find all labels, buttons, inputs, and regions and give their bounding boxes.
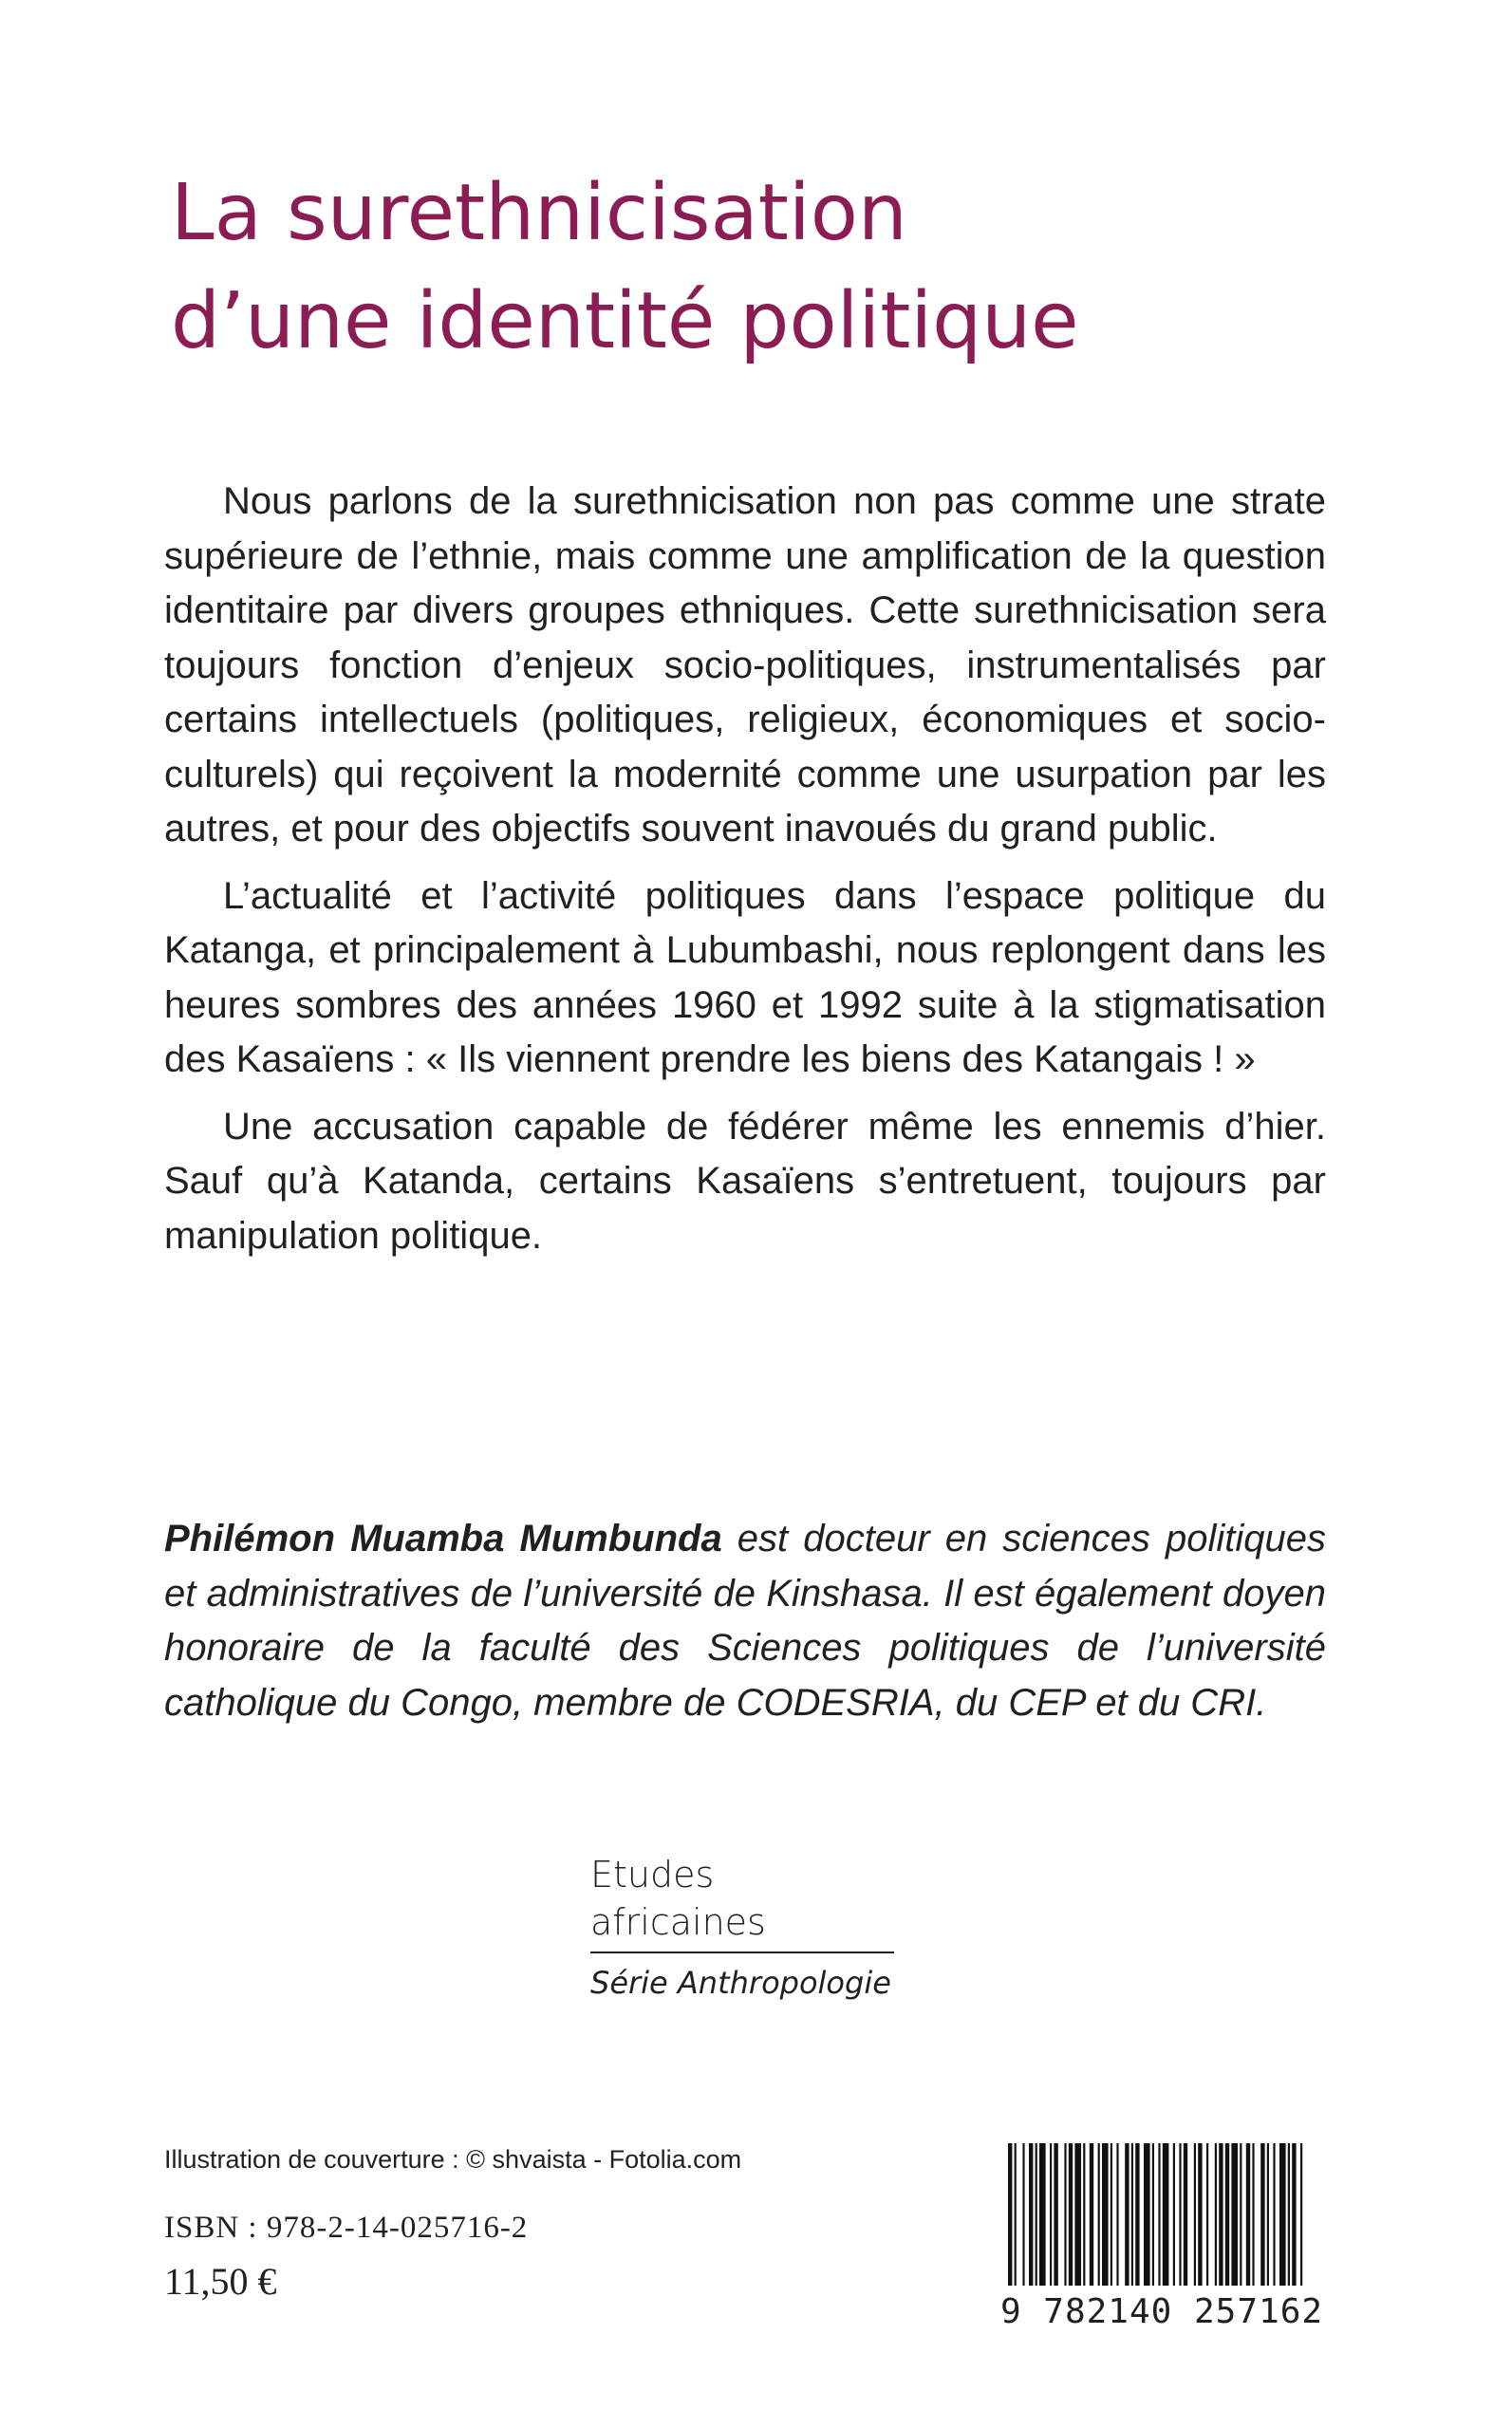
barcode-bar (1158, 2143, 1160, 2286)
barcode-bar (1288, 2143, 1290, 2286)
barcode-bar (1064, 2143, 1066, 2286)
barcode-bar (1111, 2143, 1112, 2286)
price: 11,50 € (164, 2260, 277, 2303)
barcode-bar (1179, 2143, 1181, 2286)
author-bio-text: est docteur en sciences politiques et administratives de l’université de Kinshasa. Il est également doyen honoraire de la faculté des Sciences politiques de l’université catholique du Congo, membre de CODESRIA, du CEP et du CRI. (164, 1518, 1326, 1724)
barcode-bar (1231, 2143, 1238, 2286)
series-subtitle: Série Anthropologie (590, 1965, 891, 2001)
barcode-digits: 9 782140 257162 (999, 2292, 1324, 2331)
barcode-bar (1074, 2143, 1081, 2286)
barcode-bar (1008, 2143, 1012, 2286)
barcode-bar (1015, 2143, 1017, 2286)
barcode-bar (1083, 2143, 1085, 2286)
barcode-bar (1260, 2143, 1264, 2286)
barcode-bar (1267, 2143, 1269, 2286)
barcode-bar (1163, 2143, 1169, 2286)
barcode-bar (1279, 2143, 1286, 2286)
barcode-bar (1240, 2143, 1241, 2286)
barcode-bar (1300, 2143, 1302, 2286)
author-bio (164, 1512, 1326, 1730)
barcode-bar (1184, 2143, 1187, 2286)
cover-illustration-credit: Illustration de couverture : © shvaista - Fotolia.com (164, 2145, 742, 2174)
summary-paragraph-3: Une accusation capable de fédérer même les ennemis d’hier. Sauf qu’à Katanda, certains Kasaïens s’entretuent, toujours par manipulation politique. (164, 1105, 1326, 1257)
barcode-bar (1135, 2143, 1139, 2286)
barcode-bar (1292, 2143, 1296, 2286)
isbn: ISBN : 978-2-14-025716-2 (164, 2211, 529, 2245)
barcode-bar (1144, 2143, 1150, 2286)
summary-paragraph-2: L’actualité et l’activité politiques dans l’espace politique du Katanga, et principalement à Lubumbashi, nous replongent dans les heures sombres des années 1960 et 1992 suite à la stigmatisation des Kasaïens : « Ils viennent prendre les biens des Katangais ! » (164, 874, 1326, 1080)
barcode-bar (1102, 2143, 1109, 2286)
barcode-bar (1125, 2143, 1129, 2286)
barcode-bar (1173, 2143, 1175, 2286)
barcode-bar (1219, 2143, 1223, 2286)
barcode (999, 2143, 1325, 2337)
barcode-bar (1022, 2143, 1024, 2286)
author-name: Philémon Muamba Mumbunda (164, 1518, 722, 1559)
barcode-bar (1090, 2143, 1093, 2286)
barcode-bar (1069, 2143, 1073, 2286)
barcode-bar (1198, 2143, 1202, 2286)
back-cover-summary (164, 475, 1326, 1276)
barcode-bar (1215, 2143, 1217, 2286)
barcode-bar (1225, 2143, 1229, 2286)
barcode-bar (1206, 2143, 1208, 2286)
barcode-bar (1039, 2143, 1046, 2286)
barcode-icon (999, 2143, 1325, 2291)
book-title (171, 159, 1310, 376)
series-name: Etudes africaines (590, 1851, 894, 1953)
series-block (590, 1851, 894, 2005)
book-title-line-1: La surethnicisation (171, 168, 907, 258)
barcode-bar (1116, 2143, 1118, 2286)
barcode-bar (1273, 2143, 1275, 2286)
barcode-bar (1131, 2143, 1133, 2286)
barcode-bar (1098, 2143, 1100, 2286)
barcode-bar (1029, 2143, 1033, 2286)
barcode-bar (1252, 2143, 1254, 2286)
barcode-bar (1152, 2143, 1154, 2286)
summary-paragraph-1: Nous parlons de la surethnicisation non pas comme une strate supérieure de l’ethnie, mais comme une amplification de la question identitaire par divers groupes ethniques. Cette surethnicisation sera toujours fonction d’enjeux socio-politiques, instrumentalisés par certains intellectuels (politiques, religieux, économiques et socio-culturels) qui reçoivent la modernité comme une usurpation par les autres, et pour des objectifs souvent inavoués du grand public. (164, 480, 1326, 850)
barcode-bar (1054, 2143, 1057, 2286)
book-title-line-2: d’une identité politique (171, 276, 1079, 366)
barcode-bar (1194, 2143, 1196, 2286)
barcode-bar (1050, 2143, 1052, 2286)
barcode-bar (1246, 2143, 1250, 2286)
barcode-bar (1036, 2143, 1037, 2286)
